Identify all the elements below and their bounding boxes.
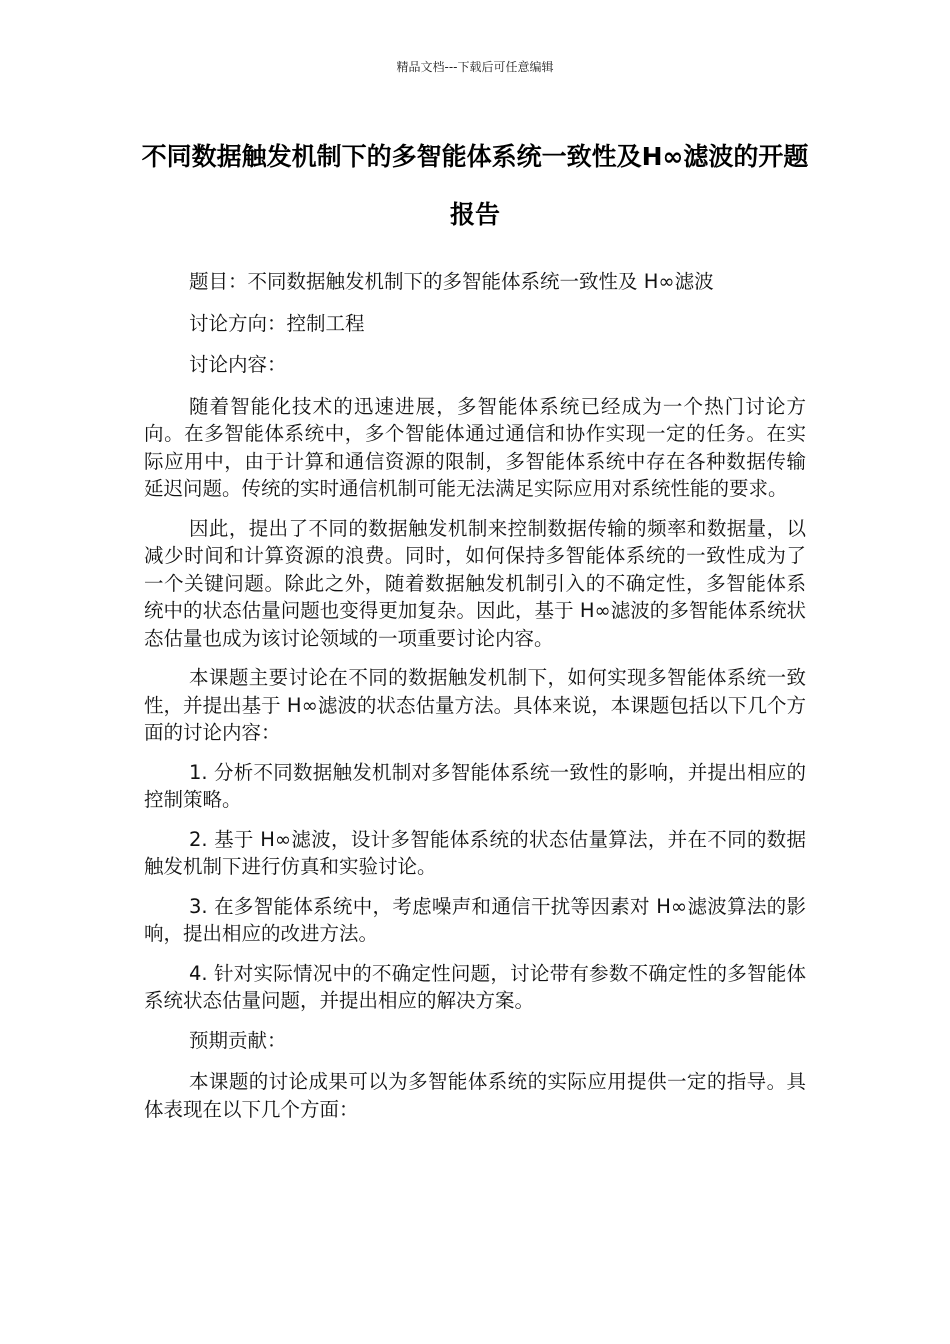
topic-line: 题目：不同数据触发机制下的多智能体系统一致性及 H∞滤波: [189, 270, 714, 293]
document-body: [144, 268, 806, 1135]
document-title: 不同数据触发机制下的多智能体系统一致性及H∞滤波的开题报告: [141, 142, 809, 229]
paragraph-contribution: 本课题的讨论成果可以为多智能体系统的实际应用提供一定的指导。具体表现在以下几个方面：: [144, 1070, 806, 1121]
list-item-1: 1. 分析不同数据触发机制对多智能体系统一致性的影响，并提出相应的控制策略。: [144, 760, 806, 811]
paragraph-scope: 本课题主要讨论在不同的数据触发机制下，如何实现多智能体系统一致性，并提出基于 H∞滤波的状态估量方法。具体来说，本课题包括以下几个方面的讨论内容：: [144, 666, 806, 744]
contribution-heading: 预期贡献：: [189, 1028, 287, 1052]
page-header: 精品文档---下载后可任意编辑: [396, 60, 554, 74]
direction-line: 讨论方向：控制工程: [189, 311, 365, 335]
paragraph-motivation: 因此，提出了不同的数据触发机制来控制数据传输的频率和数据量，以减少时间和计算资源的浪费。同时，如何保持多智能体系统的一致性成为了一个关键问题。除此之外，随着数据触发机制引入的不确定性，多智能体系统中的状态估量问题也变得更加复杂。因此，基于 H∞滤波的多智能体系统状态估量也成为该讨论领域的一项重要讨论内容。: [144, 516, 806, 650]
content-heading: 讨论内容：: [189, 353, 287, 376]
list-item-4: 4. 针对实际情况中的不确定性问题，讨论带有参数不确定性的多智能体系统状态估量问题，并提出相应的解决方案。: [144, 961, 806, 1012]
list-item-3: 3. 在多智能体系统中，考虑噪声和通信干扰等因素对 H∞滤波算法的影响，提出相应的改进方法。: [144, 894, 806, 945]
paragraph-background: 随着智能化技术的迅速进展，多智能体系统已经成为一个热门讨论方向。在多智能体系统中，多个智能体通过通信和协作实现一定的任务。在实际应用中，由于计算和通信资源的限制，多智能体系统中存在各种数据传输延迟问题。传统的实时通信机制可能无法满足实际应用对系统性能的要求。: [144, 394, 806, 500]
list-item-2: 2. 基于 H∞滤波，设计多智能体系统的状态估量算法，并在不同的数据触发机制下进行仿真和实验讨论。: [144, 827, 806, 878]
